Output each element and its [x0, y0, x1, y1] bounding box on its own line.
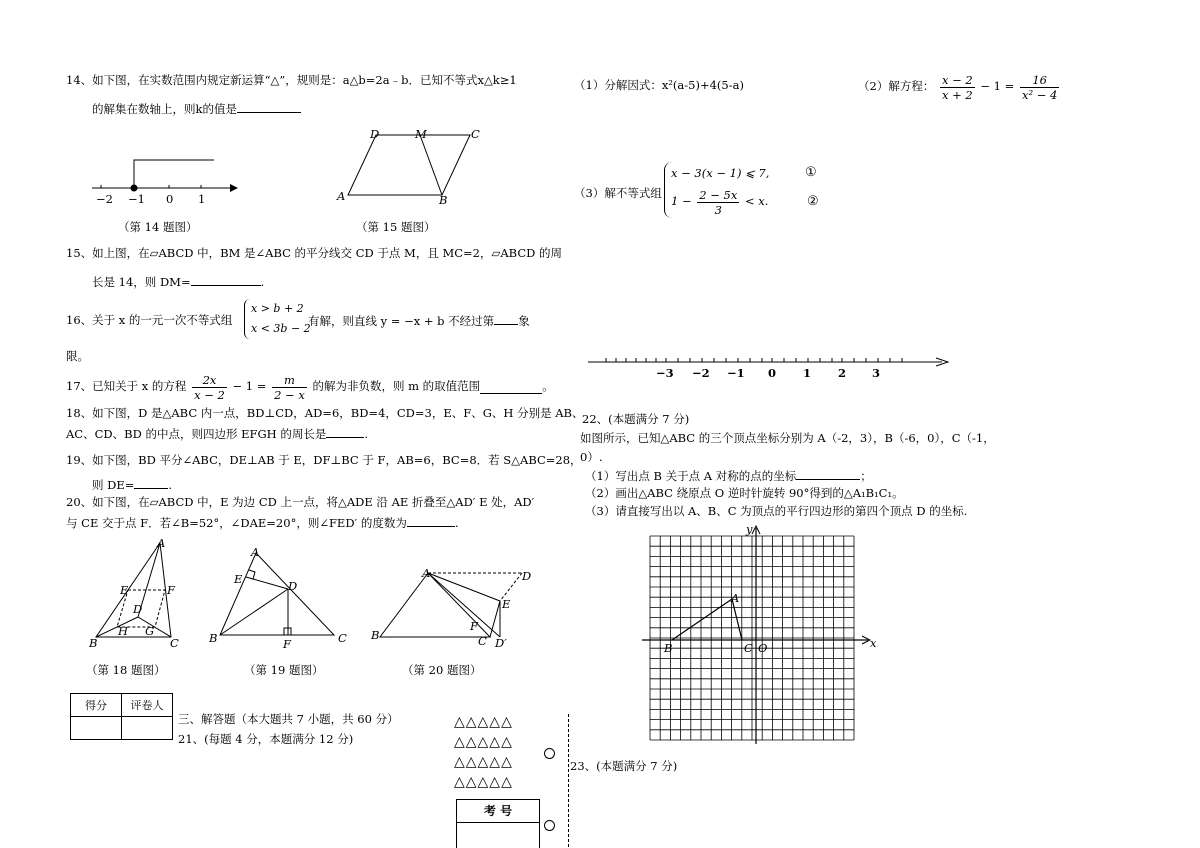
q18-label-d: D: [133, 602, 143, 616]
q22-sub3: （3）请直接写出以 A、B、C 为顶点的平行四边形的第四个顶点 D 的坐标.: [585, 504, 968, 518]
q15-line2-text: 长是 14，则 DM=: [92, 275, 191, 289]
q18-label-f: F: [167, 583, 175, 597]
q21-part2-fraction-2: [1020, 73, 1059, 102]
q16-line1-suffix: [308, 312, 530, 329]
q17-mid: − 1 =: [232, 379, 267, 393]
number-line-label: −1: [727, 366, 745, 380]
p2-f2-num: 16: [1020, 73, 1059, 88]
q21-part3-label: （3）解不等式组: [574, 186, 662, 200]
q15-parallelogram: [348, 135, 470, 195]
q15-line1: 15、如上图，在▱ABCD 中，BM 是∠ABC 的平分线交 CD 于点 M，且 MC=2，▱ABCD 的周: [66, 246, 562, 260]
q19-line2: [92, 476, 172, 493]
q16-end: 象: [518, 314, 530, 328]
q22-title: 22、(本题满分 7 分): [582, 412, 690, 426]
binding-hole: [544, 748, 555, 759]
q18-line2: [66, 425, 368, 442]
exam-number-label: 考 号: [457, 800, 539, 823]
q20-caption: （第 20 题图）: [402, 663, 482, 677]
q14-line2-text: 的解集在数轴上，则k的值是: [92, 102, 237, 116]
q19-label-d: D: [288, 579, 298, 593]
q20-label-d: D: [522, 569, 532, 583]
q16-system: [244, 299, 311, 339]
q14-line1: 14、如下图，在实数范围内规定新运算“△”，规则是：a△b=2a﹣b．已知不等式x△k≥1: [66, 73, 517, 87]
q15-line2-end: .: [260, 275, 265, 289]
binding-line: [568, 714, 569, 847]
q15-label-b: B: [439, 193, 448, 207]
number-line-label: −2: [692, 366, 710, 380]
q22-line1: 如图所示，已知△ABC 的三个顶点坐标分别为 A（-2，3），B（-6，0），C（-1，: [580, 431, 995, 445]
q20-label-f: F: [470, 619, 478, 633]
grader-header: 评卷人: [122, 694, 173, 717]
q15-label-d: D: [370, 127, 380, 141]
triangle-row: △△△△△: [454, 714, 513, 730]
section3-title: 三、解答题（本大题共 7 小题，共 60 分）: [178, 712, 399, 726]
q14-axis-arrow: [230, 184, 238, 192]
q19-line2-text: 则 DE=: [92, 478, 135, 492]
q21-part2-fraction-1: [940, 73, 975, 102]
q20-line2-end: .: [454, 516, 459, 530]
q20-answer-blank[interactable]: [407, 514, 455, 527]
q15-answer-blank[interactable]: [191, 273, 261, 286]
q14-tick-label: −2: [96, 192, 113, 206]
number-line-label: 3: [872, 366, 881, 380]
grid-label-x: x: [870, 636, 877, 650]
q21-part1: （1）分解因式：x²(a-5)+4(5-a): [574, 78, 744, 92]
p3-eq2-fraction: [697, 188, 739, 217]
q17-fraction-2: [272, 373, 307, 402]
q22-sub1: [585, 467, 872, 484]
q19-caption: （第 19 题图）: [244, 663, 324, 677]
p3-inequality-2: [671, 184, 769, 218]
q16-answer-blank[interactable]: [494, 312, 518, 325]
p2-f1-num: x − 2: [941, 72, 973, 87]
q19-line2-end: .: [168, 478, 173, 492]
q15-line2: [92, 273, 264, 290]
grid-label-c: C: [744, 641, 753, 655]
triangle-row: △△△△△: [454, 734, 513, 750]
q19-line1: 19、如下图，BD 平分∠ABC，DE⊥AB 于 E，DF⊥BC 于 F，AB=6，BC=8．若 S△ABC=28，: [66, 453, 582, 467]
q16-line1: [66, 312, 232, 328]
q19-label-f: F: [283, 637, 291, 651]
q17-suffix: 的解为非负数，则 m 的取值范围: [312, 379, 481, 393]
q17-line: [66, 366, 554, 406]
q18-label-e: E: [120, 583, 129, 597]
number-line-label: −3: [656, 366, 674, 380]
q14-solution-ray: [134, 160, 214, 188]
number-line-ticks: [606, 358, 902, 362]
q16-inequality-2: x < 3b − 2: [251, 322, 311, 335]
q19-label-e: E: [234, 572, 243, 586]
q20-label-c: C: [478, 634, 487, 648]
q19-label-c: C: [338, 631, 347, 645]
grid-lines: [650, 536, 854, 740]
number-line-label: 1: [803, 366, 812, 380]
q15-label-c: C: [471, 127, 480, 141]
p3-mark-1: ①: [805, 165, 817, 180]
q16-inequality-1: x > b + 2: [251, 302, 304, 315]
triangle-row: △△△△△: [454, 774, 513, 790]
q21-part2-label: （2）解方程：: [858, 79, 935, 93]
number-line-label: 2: [838, 366, 847, 380]
q15-caption: （第 15 题图）: [356, 220, 436, 234]
q19-answer-blank[interactable]: [134, 476, 168, 489]
q17-prefix: 17、已知关于 x 的方程: [66, 379, 187, 393]
triangle-pattern: [454, 712, 513, 792]
coordinate-grid: [640, 524, 880, 746]
q18-caption: （第 18 题图）: [86, 663, 166, 677]
q22-sub1-end: ；: [860, 469, 872, 483]
number-line-label: 0: [768, 366, 777, 380]
q14-tick-label: 1: [198, 192, 206, 206]
q20-line1: 20、如下图，在▱ABCD 中，E 为边 CD 上一点，将△ADE 沿 AE 折叠至△AD′ E 处，AD′: [66, 495, 535, 509]
q19-label-b: B: [209, 631, 218, 645]
q19-figure: [212, 545, 342, 645]
q20-label-b: B: [371, 628, 380, 642]
p3-eq2-den: 3: [714, 202, 722, 217]
p2-f1-den: x + 2: [941, 87, 973, 102]
q20-label-dprime: D′: [495, 636, 507, 650]
q17-answer-blank[interactable]: [480, 381, 542, 394]
q21-part2-mid: − 1 =: [980, 79, 1015, 93]
grid-label-a: A: [731, 591, 740, 605]
q18-line2-end: .: [364, 427, 369, 441]
q14-tick-label: −1: [128, 192, 145, 206]
q18-label-c: C: [170, 636, 179, 650]
grid-label-o: O: [758, 641, 768, 655]
q21-title: 21、(每题 4 分，本题满分 12 分): [178, 732, 354, 746]
grid-label-b: B: [664, 641, 673, 655]
q16-prefix: 16、关于 x 的一元一次不等式组: [66, 313, 233, 327]
q14-line2: [92, 100, 301, 117]
q18-line2-text: AC、CD、BD 的中点，则四边形 EFGH 的周长是: [66, 427, 327, 441]
exam-number-box[interactable]: [456, 799, 540, 848]
q23-title: 23、(本题满分 7 分): [570, 759, 678, 773]
q17-f1-num: 2x: [192, 373, 227, 388]
triangle-row: △△△△△: [454, 754, 513, 770]
score-header: 得分: [71, 694, 122, 717]
p3-eq2-pre: 1 −: [671, 194, 692, 208]
q20-line2-text: 与 CE 交于点 F．若∠B=52°，∠DAE=20°，则∠FED′ 的度数为: [66, 516, 407, 530]
q14-caption: （第 14 题图）: [118, 220, 198, 234]
q17-f2-num: m: [272, 373, 307, 388]
q18-answer-blank[interactable]: [326, 425, 364, 438]
score-cell[interactable]: [71, 717, 122, 740]
q18-label-a: A: [157, 536, 166, 550]
q17-fraction-1: [192, 373, 227, 402]
q21-part2: [858, 66, 1061, 106]
q17-f1-den: x − 2: [194, 387, 225, 402]
p3-mark-2: ②: [807, 194, 819, 209]
q15-label-a: A: [337, 189, 346, 203]
q16-line2: 限。: [66, 349, 89, 363]
q14-tick-label: 0: [166, 192, 174, 206]
q16-suffix: 有解，则直线 y = −x + b 不经过第: [308, 314, 495, 328]
q22-sub2: （2）画出△ABC 绕原点 O 逆时针旋转 90°得到的△A₁B₁C₁。: [585, 486, 904, 500]
q20-line2: [66, 514, 458, 531]
score-table: [70, 693, 173, 740]
q20-label-e: E: [502, 597, 511, 611]
p2-f2-den: x² − 4: [1021, 87, 1058, 102]
q17-end: 。: [542, 379, 554, 393]
q18-label-g: G: [145, 624, 155, 638]
p3-inequality-1: x − 3(x − 1) ⩽ 7,: [671, 166, 770, 180]
p3-eq2-post: < x.: [745, 194, 769, 208]
binding-hole: [544, 820, 555, 831]
q20-label-a: A: [422, 566, 431, 580]
grader-cell[interactable]: [122, 717, 173, 740]
q22-sub1-text: （1）写出点 B 关于点 A 对称的点的坐标: [585, 469, 797, 483]
grid-label-y: y: [746, 522, 753, 536]
q22-line2: 0）.: [580, 450, 603, 464]
q18-label-b: B: [89, 636, 98, 650]
q17-f2-den: 2 − x: [274, 387, 305, 402]
q18-label-h: H: [118, 624, 129, 638]
q18-line1: 18、如下图，D 是△ABC 内一点，BD⊥CD，AD=6，BD=4，CD=3，E、F、G、H 分别是 AB、: [66, 406, 584, 420]
q14-answer-blank[interactable]: [237, 100, 301, 113]
q22-sub1-blank[interactable]: [796, 467, 860, 480]
q15-label-m: M: [415, 127, 427, 141]
q21-part3-system: [664, 162, 769, 218]
p3-eq2-num: 2 − 5x: [699, 187, 738, 202]
q15-segment-bm: [420, 135, 442, 195]
q19-label-a: A: [251, 545, 260, 559]
